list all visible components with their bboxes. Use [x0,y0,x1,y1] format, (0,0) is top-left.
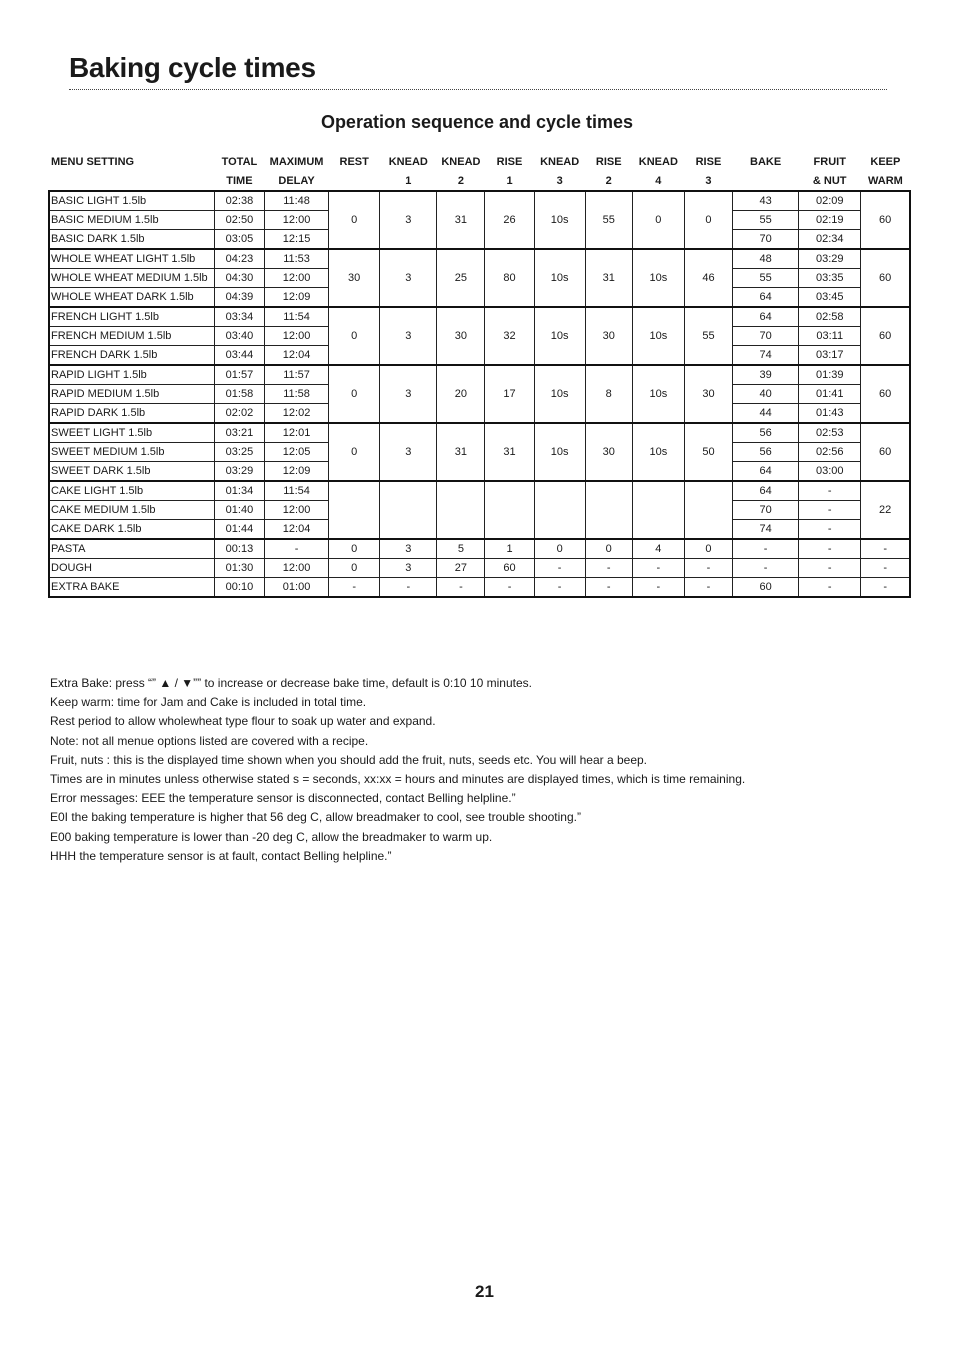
note-line: Times are in minutes unless otherwise stated s = seconds, xx:xx = hours and minutes are displayed times, which is time remaining. [50,772,746,787]
table-cell: - [733,559,799,578]
table-cell: 12:02 [264,404,328,424]
table-row [49,307,910,327]
table-cell: 12:05 [264,443,328,462]
table-cell [684,481,732,539]
table-cell: 0 [632,191,684,249]
table-cell: BASIC MEDIUM 1.5lb [49,211,214,230]
table-cell: - [861,578,910,598]
table-cell: FRENCH MEDIUM 1.5lb [49,327,214,346]
table-cell: - [534,559,585,578]
table-cell: - [585,578,632,598]
table-cell: 10s [534,249,585,307]
column-header: 2 [457,174,464,187]
table-cell: 64 [733,462,799,482]
table-row [49,539,910,559]
table-cell: 03:21 [214,423,264,443]
table-cell: 12:00 [264,559,328,578]
table-cell: 03:44 [214,346,264,366]
table-cell: 31 [585,249,632,307]
table-cell: - [861,559,910,578]
column-header: MAXIMUM [269,155,324,168]
table-cell [534,481,585,539]
header-row [49,171,910,191]
table-cell: 30 [585,307,632,365]
table-cell: 12:04 [264,346,328,366]
table-cell: 3 [380,191,437,249]
table-cell: RAPID DARK 1.5lb [49,404,214,424]
table-cell: 0 [329,307,380,365]
table-cell: 70 [733,230,799,250]
table-cell: 50 [684,423,732,481]
table-cell: 02:34 [799,230,861,250]
table-cell: 03:05 [214,230,264,250]
table-cell: 60 [861,307,910,365]
table-cell: - [380,578,437,598]
table-cell: 03:35 [799,269,861,288]
table-cell: 01:58 [214,385,264,404]
column-header: 3 [705,174,712,187]
table-cell: - [799,481,861,501]
table-cell: - [799,501,861,520]
table-cell: - [585,559,632,578]
table-cell: 03:17 [799,346,861,366]
column-header: KNEAD [540,155,580,168]
table-cell: 01:43 [799,404,861,424]
table-cell: BASIC DARK 1.5lb [49,230,214,250]
title-divider [69,89,887,90]
table-cell: 74 [733,520,799,540]
table-cell: - [799,559,861,578]
table-cell: 10s [534,307,585,365]
table-cell: 31 [437,191,485,249]
table-cell: 46 [684,249,732,307]
page-number: 21 [475,1282,494,1301]
table-cell: 0 [684,539,732,559]
table-row [49,423,910,443]
table-cell: SWEET MEDIUM 1.5lb [49,443,214,462]
table-cell: DOUGH [49,559,214,578]
table-row [49,481,910,501]
table-cell: 5 [437,539,485,559]
table-cell: - [799,578,861,598]
page-title: Baking cycle times [69,52,316,83]
table-cell: 3 [380,307,437,365]
table-cell: 02:53 [799,423,861,443]
table-cell: 26 [485,191,534,249]
column-header: RISE [595,155,622,168]
section-subtitle: Operation sequence and cycle times [320,112,634,132]
table-cell: 55 [684,307,732,365]
note-line: Extra Bake: press “” ▲ / ▼”” to increase or decrease bake time, default is 0:10 10 minutes. [50,676,532,690]
table-cell: 56 [733,423,799,443]
table-cell: SWEET DARK 1.5lb [49,462,214,482]
table-cell: 02:50 [214,211,264,230]
table-cell [485,481,534,539]
table-cell: 80 [485,249,534,307]
table-cell: 4 [632,539,684,559]
table-cell: 30 [684,365,732,423]
table-cell: BASIC LIGHT 1.5lb [49,191,214,211]
table-cell [329,481,380,539]
table-cell: 11:58 [264,385,328,404]
table-cell: WHOLE WHEAT DARK 1.5lb [49,288,214,308]
table-cell: FRENCH DARK 1.5lb [49,346,214,366]
table-cell: 02:58 [799,307,861,327]
table-cell: 12:00 [264,269,328,288]
note-line: Rest period to allow wholewheat type flour to soak up water and expand. [50,714,436,729]
column-header: DELAY [278,174,315,187]
table-cell: 10s [632,307,684,365]
table-cell: 74 [733,346,799,366]
table-cell: 03:00 [799,462,861,482]
table-cell: - [485,578,534,598]
table-cell: 22 [861,481,910,539]
table-cell: 12:01 [264,423,328,443]
table-cell: - [437,578,485,598]
table-cell: RAPID MEDIUM 1.5lb [49,385,214,404]
table-cell: - [684,559,732,578]
table-cell: 02:56 [799,443,861,462]
table-cell: - [632,559,684,578]
table-cell: 17 [485,365,534,423]
table-cell: CAKE MEDIUM 1.5lb [49,501,214,520]
table-cell: 11:57 [264,365,328,385]
table-cell: 0 [329,365,380,423]
table-cell: 31 [437,423,485,481]
table-cell: WHOLE WHEAT MEDIUM 1.5lb [49,269,214,288]
column-header: TIME [226,174,253,187]
table-cell: 0 [329,539,380,559]
table-cell: - [733,539,799,559]
table-cell: 03:29 [799,249,861,269]
column-header: KEEP [870,155,901,168]
table-cell: 01:39 [799,365,861,385]
table-cell: PASTA [49,539,214,559]
table-cell: 30 [437,307,485,365]
note-line: E00 baking temperature is lower than -20 deg C, allow the breadmaker to warm up. [50,829,493,844]
table-cell: 12:00 [264,211,328,230]
table-cell: 60 [861,249,910,307]
table-cell: 12:04 [264,520,328,540]
column-header: FRUIT [813,155,846,168]
table-cell: 04:39 [214,288,264,308]
table-cell: 02:09 [799,191,861,211]
table-row [49,559,910,578]
column-header: & NUT [812,174,847,187]
column-header [329,171,380,191]
table-cell [380,481,437,539]
table-cell: 01:34 [214,481,264,501]
table-cell: 55 [733,211,799,230]
table-cell: 12:00 [264,327,328,346]
table-cell: 03:34 [214,307,264,327]
table-cell: 3 [380,539,437,559]
column-header: REST [339,155,369,168]
table-cell: - [861,539,910,559]
table-row [49,578,910,598]
table-cell: 20 [437,365,485,423]
table-cell: 27 [437,559,485,578]
table-cell: 0 [534,539,585,559]
table-cell: WHOLE WHEAT LIGHT 1.5lb [49,249,214,269]
note-line: E0I the baking temperature is higher that 56 deg C, allow breadmaker to cool, see trouble shooting.” [50,810,581,825]
table-cell: 10s [534,191,585,249]
table-cell: 3 [380,365,437,423]
table-cell: 10s [632,365,684,423]
table-cell: 60 [861,191,910,249]
table-cell: 12:09 [264,462,328,482]
table-cell: 00:10 [214,578,264,598]
column-header: MENU SETTING [51,155,135,168]
column-header: 3 [556,174,563,187]
table-cell: 8 [585,365,632,423]
column-header: KNEAD [638,155,678,168]
table-cell: CAKE DARK 1.5lb [49,520,214,540]
table-cell: 0 [684,191,732,249]
table-cell: 3 [380,559,437,578]
column-header: 1 [405,174,412,187]
table-cell: 10s [534,365,585,423]
table-cell: SWEET LIGHT 1.5lb [49,423,214,443]
column-header: TOTAL [221,155,258,168]
table-cell: 43 [733,191,799,211]
table-cell [632,481,684,539]
table-cell: 03:45 [799,288,861,308]
table-cell: 04:23 [214,249,264,269]
column-header [733,171,799,191]
table-cell: 60 [733,578,799,598]
table-cell: 55 [733,269,799,288]
table-cell: 12:09 [264,288,328,308]
table-cell: 11:48 [264,191,328,211]
column-header: 2 [605,174,612,187]
column-header: RISE [496,155,523,168]
column-header: KNEAD [441,155,481,168]
header-row [49,152,910,171]
table-cell: 44 [733,404,799,424]
column-header: 4 [655,174,662,187]
table-cell: 39 [733,365,799,385]
table-cell: 0 [329,559,380,578]
table-row [49,249,910,269]
table-cell: 02:19 [799,211,861,230]
table-cell: 00:13 [214,539,264,559]
table-cell: 12:00 [264,501,328,520]
note-line: HHH the temperature sensor is at fault, contact Belling helpline.” [50,848,392,863]
table-cell [437,481,485,539]
table-cell: 03:29 [214,462,264,482]
note-line: Fruit, nuts : this is the displayed time shown when you should add the fruit, nuts, seeds etc. You will hear a beep. [50,752,648,767]
table-cell: 1 [485,539,534,559]
column-header [49,171,214,191]
table-cell: 01:57 [214,365,264,385]
table-cell: 32 [485,307,534,365]
table-cell: 3 [380,249,437,307]
table-cell: 64 [733,288,799,308]
notes-section [50,674,745,866]
table-cell: 60 [861,423,910,481]
table-cell: 04:30 [214,269,264,288]
table-cell: 03:40 [214,327,264,346]
table-cell: 30 [329,249,380,307]
column-header: 1 [506,174,513,187]
table-cell: - [684,578,732,598]
table-cell: 10s [632,423,684,481]
table-cell: 03:11 [799,327,861,346]
table-cell: 03:25 [214,443,264,462]
table-cell: 25 [437,249,485,307]
table-cell: 02:38 [214,191,264,211]
table-cell: 0 [585,539,632,559]
table-cell: 60 [485,559,534,578]
table-cell: CAKE LIGHT 1.5lb [49,481,214,501]
table-cell: - [264,539,328,559]
note-line: Keep warm: time for Jam and Cake is included in total time. [50,695,367,710]
table-cell: EXTRA BAKE [49,578,214,598]
table-cell: 11:54 [264,307,328,327]
table-cell: 3 [380,423,437,481]
column-header: WARM [867,174,903,187]
table-cell: 02:02 [214,404,264,424]
table-cell: 30 [585,423,632,481]
table-cell: 40 [733,385,799,404]
table-cell: - [534,578,585,598]
column-header: KNEAD [388,155,428,168]
table-cell: 01:40 [214,501,264,520]
table-cell: 10s [632,249,684,307]
table-cell: - [799,520,861,540]
table-cell: 01:30 [214,559,264,578]
table-cell: 55 [585,191,632,249]
column-header: RISE [695,155,722,168]
table-cell: 56 [733,443,799,462]
table-cell: FRENCH LIGHT 1.5lb [49,307,214,327]
note-line: Error messages: EEE the temperature sensor is disconnected, contact Belling helpline.” [50,791,516,806]
table-cell: 60 [861,365,910,423]
table-cell: 11:54 [264,481,328,501]
table-cell: 64 [733,481,799,501]
table-cell: 70 [733,501,799,520]
table-cell: 0 [329,191,380,249]
table-cell: - [329,578,380,598]
table-cell: - [632,578,684,598]
table-cell: 11:53 [264,249,328,269]
table-cell: RAPID LIGHT 1.5lb [49,365,214,385]
table-cell [585,481,632,539]
table-cell: 31 [485,423,534,481]
table-cell: 01:44 [214,520,264,540]
table-cell: 01:00 [264,578,328,598]
table-cell: 48 [733,249,799,269]
table-row [49,365,910,385]
table-cell: 12:15 [264,230,328,250]
table-cell: 01:41 [799,385,861,404]
table-cell: - [799,539,861,559]
table-row [49,191,910,211]
table-cell: 0 [329,423,380,481]
table-cell: 10s [534,423,585,481]
note-line: Note: not all menue options listed are covered with a recipe. [50,733,369,748]
table-cell: 64 [733,307,799,327]
cycle-times-table [48,152,911,598]
column-header: BAKE [750,155,782,168]
table-cell: 70 [733,327,799,346]
